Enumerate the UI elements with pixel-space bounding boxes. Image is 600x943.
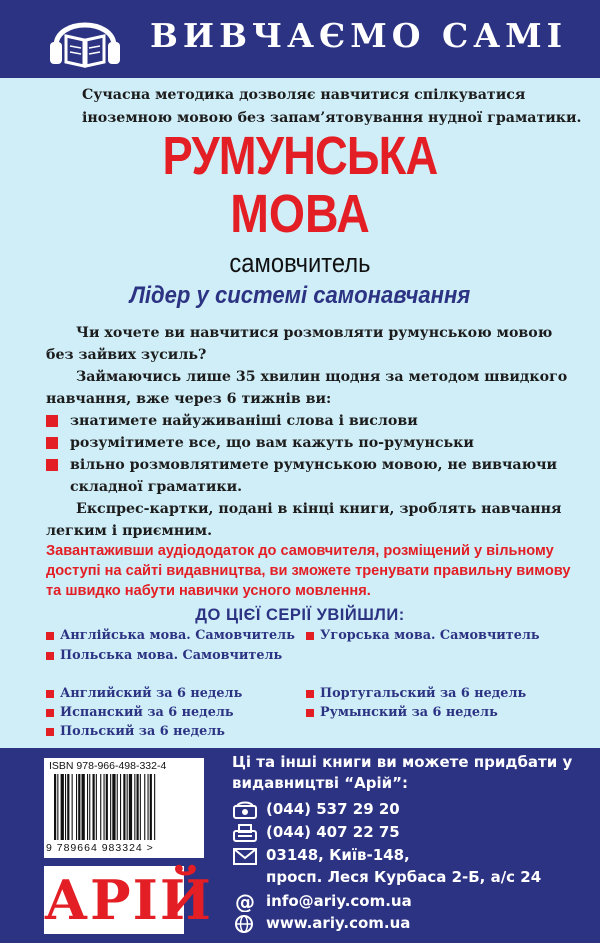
barcode-box — [44, 758, 204, 858]
title-line-1: РУМУНСЬКА — [162, 126, 438, 186]
cards-paragraph: Експрес-картки, подані в кінці книги, зроблять навчання легким і приємним. — [46, 501, 562, 539]
svg-text:@: @ — [235, 892, 255, 912]
series-book-item: Польська мова. Самовчитель — [46, 648, 282, 663]
bullet-square-icon — [46, 709, 54, 717]
phone-icon — [232, 800, 258, 820]
series-name: ВИВЧАЄМО САМІ — [150, 16, 568, 55]
barcode-digits: 9 789664 983324 > — [46, 842, 154, 854]
series-book-item: Английский за 6 недель — [46, 686, 242, 701]
series-book-item: Польский за 6 недель — [46, 724, 225, 739]
bullet-square-icon — [306, 709, 314, 717]
series-book-item: Румынский за 6 недель — [306, 705, 498, 720]
open-book-headphones-icon — [46, 6, 124, 72]
method-paragraph: Займаючись лише 35 хвилин щодня за методом швидкого навчання, вже через 6 тижнів ви: — [46, 369, 568, 407]
bullet-square-icon — [46, 690, 54, 698]
main-panel — [0, 78, 600, 748]
list-item: знатимете найуживаніші слова і вислови — [46, 410, 586, 432]
publisher-logo: АРІЙ — [44, 868, 213, 932]
bullet-square-icon — [46, 437, 58, 449]
at-sign-icon — [232, 892, 258, 912]
tagline: Лідер у системі самонавчання — [129, 282, 471, 309]
question-paragraph: Чи хочете ви навчитися розмовляти румунською мовою без зайвих зусиль? — [46, 325, 553, 363]
list-item: розумітимете все, що вам кажуть по-румунськи — [46, 432, 586, 454]
audio-note: Завантаживши аудіододаток до самовчителя, розміщений у вільному доступі на сайті видавництва, ви зможете тренувати правильну вимову та швидко набути навички усного мовлення. — [46, 543, 571, 599]
publisher-logo-box — [44, 866, 213, 934]
header-bar — [0, 0, 600, 78]
benefits-list — [46, 410, 586, 498]
contact-text: (044) 407 22 75 — [266, 823, 400, 841]
subtitle: самовчитель — [229, 248, 371, 278]
barcode-icon — [52, 774, 196, 842]
series-title: ДО ЦІЄЇ СЕРІЇ УВІЙШЛИ: — [195, 606, 405, 624]
bullet-square-icon — [46, 652, 54, 660]
contact-text: просп. Леся Курбаса 2-Б, а/с 24 — [266, 868, 542, 886]
contact-text: (044) 537 29 20 — [266, 800, 400, 818]
contacts-heading: Ці та інші книги ви можете придбати у видавництві “Арій”: — [232, 753, 573, 792]
title-line-2: МОВА — [230, 184, 370, 244]
series-book-item: Англійська мова. Самовчитель — [46, 628, 295, 643]
series-book-item: Испанский за 6 недель — [46, 705, 234, 720]
fax-icon — [232, 823, 258, 843]
series-book-item: Португальский за 6 недель — [306, 686, 526, 701]
bullet-square-icon — [46, 728, 54, 736]
bullet-square-icon — [46, 632, 54, 640]
envelope-icon — [232, 846, 258, 866]
bullet-square-icon — [46, 415, 58, 427]
email-link[interactable]: info@ariy.com.ua — [266, 892, 412, 910]
series-book-item: Угорська мова. Самовчитель — [306, 628, 540, 643]
isbn-label: ISBN 978-966-498-332-4 — [49, 760, 167, 772]
bullet-square-icon — [306, 632, 314, 640]
website-link[interactable]: www.ariy.com.ua — [266, 914, 411, 932]
list-item: вільно розмовлятимете румунською мовою, не вивчаючи складної граматики. — [46, 454, 586, 498]
intro-text: Сучасна методика дозволяє навчитися спілкуватися іноземною мовою без запам’ятовування нудної граматики. — [82, 87, 582, 126]
bullet-square-icon — [306, 690, 314, 698]
globe-icon — [232, 914, 258, 934]
contact-text: 03148, Київ-148, — [266, 846, 410, 864]
bullet-square-icon — [46, 459, 58, 471]
